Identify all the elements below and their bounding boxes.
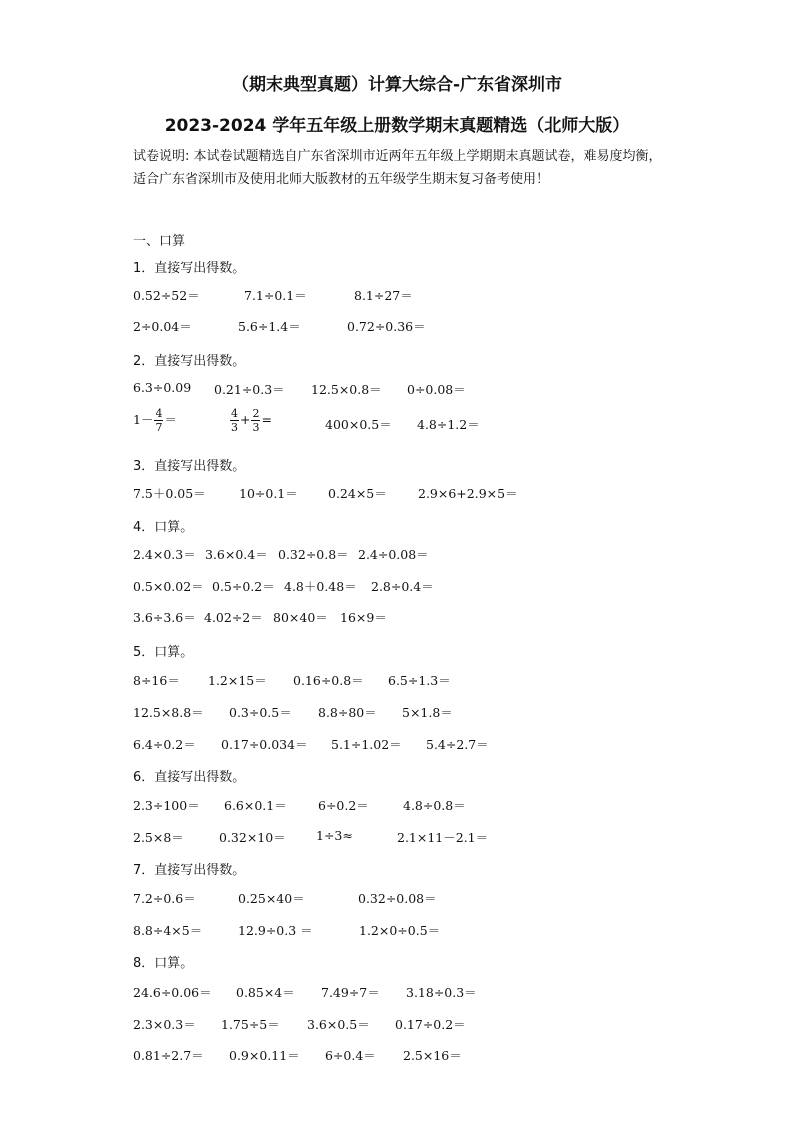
question-label: 8．口算。: [133, 956, 194, 971]
arithmetic-problem: 2.9×6+2.9×5＝: [418, 486, 518, 501]
arithmetic-problem: 0.16÷0.8＝: [293, 673, 364, 688]
arithmetic-problem: 12.5×0.8＝: [311, 382, 382, 397]
arithmetic-problem: 5.6÷1.4＝: [238, 319, 301, 334]
arithmetic-problem: 12.9÷0.3 ＝: [238, 923, 313, 938]
arithmetic-problem: 0.72÷0.36＝: [347, 319, 426, 334]
arithmetic-problem: 0.17÷0.2＝: [395, 1017, 466, 1032]
fraction-problem-b: [229, 407, 272, 434]
arithmetic-problem: 6.5÷1.3＝: [388, 673, 451, 688]
fraction: [230, 407, 239, 434]
arithmetic-problem: 6÷0.2＝: [318, 798, 369, 813]
fraction-numerator: 4: [155, 407, 163, 420]
arithmetic-problem: 5.4÷2.7＝: [426, 737, 489, 752]
question-label: 6．直接写出得数。: [133, 770, 246, 785]
arithmetic-problem: 5.1÷1.02＝: [331, 737, 402, 752]
arithmetic-problem: 2.5×16＝: [403, 1048, 462, 1063]
question-label: 1．直接写出得数。: [133, 261, 246, 276]
arithmetic-problem: 0.17÷0.034＝: [221, 737, 308, 752]
fraction-numerator: 4: [231, 407, 238, 420]
fraction-denominator: 7: [155, 421, 163, 434]
question-label: 4．口算。: [133, 520, 194, 535]
plus-sign: +: [240, 412, 251, 427]
arithmetic-problem: 2÷0.04＝: [133, 319, 192, 334]
section-heading: 一、口算: [133, 234, 186, 249]
fraction-problem-a: [133, 407, 177, 434]
arithmetic-problem: 0.24×5＝: [328, 486, 387, 501]
arithmetic-problem: 3.18÷0.3＝: [406, 985, 477, 1000]
arithmetic-problem: 0.32÷0.08＝: [358, 891, 437, 906]
arithmetic-problem: 4.8÷1.2＝: [417, 417, 480, 432]
question-label: 7．直接写出得数。: [133, 863, 246, 878]
arithmetic-problem: 3.6÷3.6＝: [133, 610, 196, 625]
arithmetic-problem: 0.3÷0.5＝: [229, 705, 292, 720]
fraction-denominator: 3: [252, 421, 260, 434]
arithmetic-problem: 7.2÷0.6＝: [133, 891, 196, 906]
exam-intro: 试卷说明: 本试卷试题精选自广东省深圳市近两年五年级上学期期末真题试卷，难易度均衡，适合广东省深圳市及使用北师大版教材的五年级学生期末复习备考使用！: [133, 149, 662, 187]
arithmetic-problem: 7.1÷0.1＝: [244, 288, 307, 303]
arithmetic-problem: 4.8÷0.8＝: [403, 798, 466, 813]
arithmetic-problem: 0.5÷0.2＝: [212, 579, 275, 594]
arithmetic-problem: 1.2×15＝: [208, 673, 267, 688]
arithmetic-problem: 0.25×40＝: [238, 891, 305, 906]
arithmetic-problem: 3.6×0.4＝: [205, 547, 268, 562]
arithmetic-problem: 400×0.5＝: [325, 417, 392, 432]
question-label: 2．直接写出得数。: [133, 354, 246, 369]
question-label: 3．直接写出得数。: [133, 459, 246, 474]
arithmetic-problem: 80×40＝: [273, 610, 328, 625]
arithmetic-problem: 2.3×0.3＝: [133, 1017, 196, 1032]
arithmetic-problem: 1.2×0÷0.5＝: [359, 923, 441, 938]
arithmetic-problem: 0.21÷0.3＝: [214, 382, 285, 397]
arithmetic-problem: 10÷0.1＝: [239, 486, 298, 501]
arithmetic-problem: 6.3÷0.09: [133, 380, 192, 395]
arithmetic-problem: 7.5＋0.05＝: [133, 486, 206, 501]
arithmetic-problem: 0÷0.08＝: [407, 382, 466, 397]
question-label: 5．口算。: [133, 645, 194, 660]
document-title-line2: 2023-2024 学年五年级上册数学期末真题精选（北师大版）: [164, 116, 630, 136]
arithmetic-problem: 0.32×10＝: [219, 830, 286, 845]
arithmetic-problem: 6÷0.4＝: [325, 1048, 376, 1063]
equals-sign: =: [261, 412, 272, 427]
arithmetic-problem: 0.81÷2.7＝: [133, 1048, 204, 1063]
fraction-denominator: 3: [231, 421, 238, 434]
fraction: [251, 407, 260, 434]
arithmetic-problem: 2.4÷0.08＝: [358, 547, 429, 562]
arithmetic-problem: 4.8＋0.48＝: [284, 579, 357, 594]
arithmetic-problem: 2.4×0.3＝: [133, 547, 196, 562]
arithmetic-problem: 0.85×4＝: [236, 985, 295, 1000]
arithmetic-problem: 8.1÷27＝: [354, 288, 413, 303]
arithmetic-problem: 8÷16＝: [133, 673, 180, 688]
equals-sign: ＝: [164, 412, 177, 427]
arithmetic-problem: 7.49÷7＝: [321, 985, 380, 1000]
arithmetic-problem: 2.1×11－2.1＝: [397, 830, 489, 845]
arithmetic-problem: 1÷3≈: [316, 828, 353, 843]
arithmetic-problem: 16×9＝: [340, 610, 387, 625]
arithmetic-problem: 2.8÷0.4＝: [371, 579, 434, 594]
arithmetic-problem: 8.8÷4×5＝: [133, 923, 203, 938]
fraction: [154, 407, 163, 434]
document-title-line1: （期末典型真题）计算大综合-广东省深圳市: [231, 75, 563, 95]
arithmetic-problem: 0.5×0.02＝: [133, 579, 204, 594]
fraction-numerator: 2: [252, 407, 260, 420]
arithmetic-problem: 0.9×0.11＝: [229, 1048, 300, 1063]
expression-text: 1－: [133, 412, 154, 427]
arithmetic-problem: 2.5×8＝: [133, 830, 184, 845]
arithmetic-problem: 4.02÷2＝: [204, 610, 263, 625]
arithmetic-problem: 0.52÷52＝: [133, 288, 200, 303]
arithmetic-problem: 6.4÷0.2＝: [133, 737, 196, 752]
arithmetic-problem: 8.8÷80＝: [318, 705, 377, 720]
arithmetic-problem: 5×1.8＝: [402, 705, 453, 720]
arithmetic-problem: 6.6×0.1＝: [224, 798, 287, 813]
arithmetic-problem: 0.32÷0.8＝: [278, 547, 349, 562]
arithmetic-problem: 12.5×8.8＝: [133, 705, 204, 720]
arithmetic-problem: 2.3÷100＝: [133, 798, 200, 813]
arithmetic-problem: 1.75÷5＝: [221, 1017, 280, 1032]
arithmetic-problem: 24.6÷0.06＝: [133, 985, 212, 1000]
arithmetic-problem: 3.6×0.5＝: [307, 1017, 370, 1032]
